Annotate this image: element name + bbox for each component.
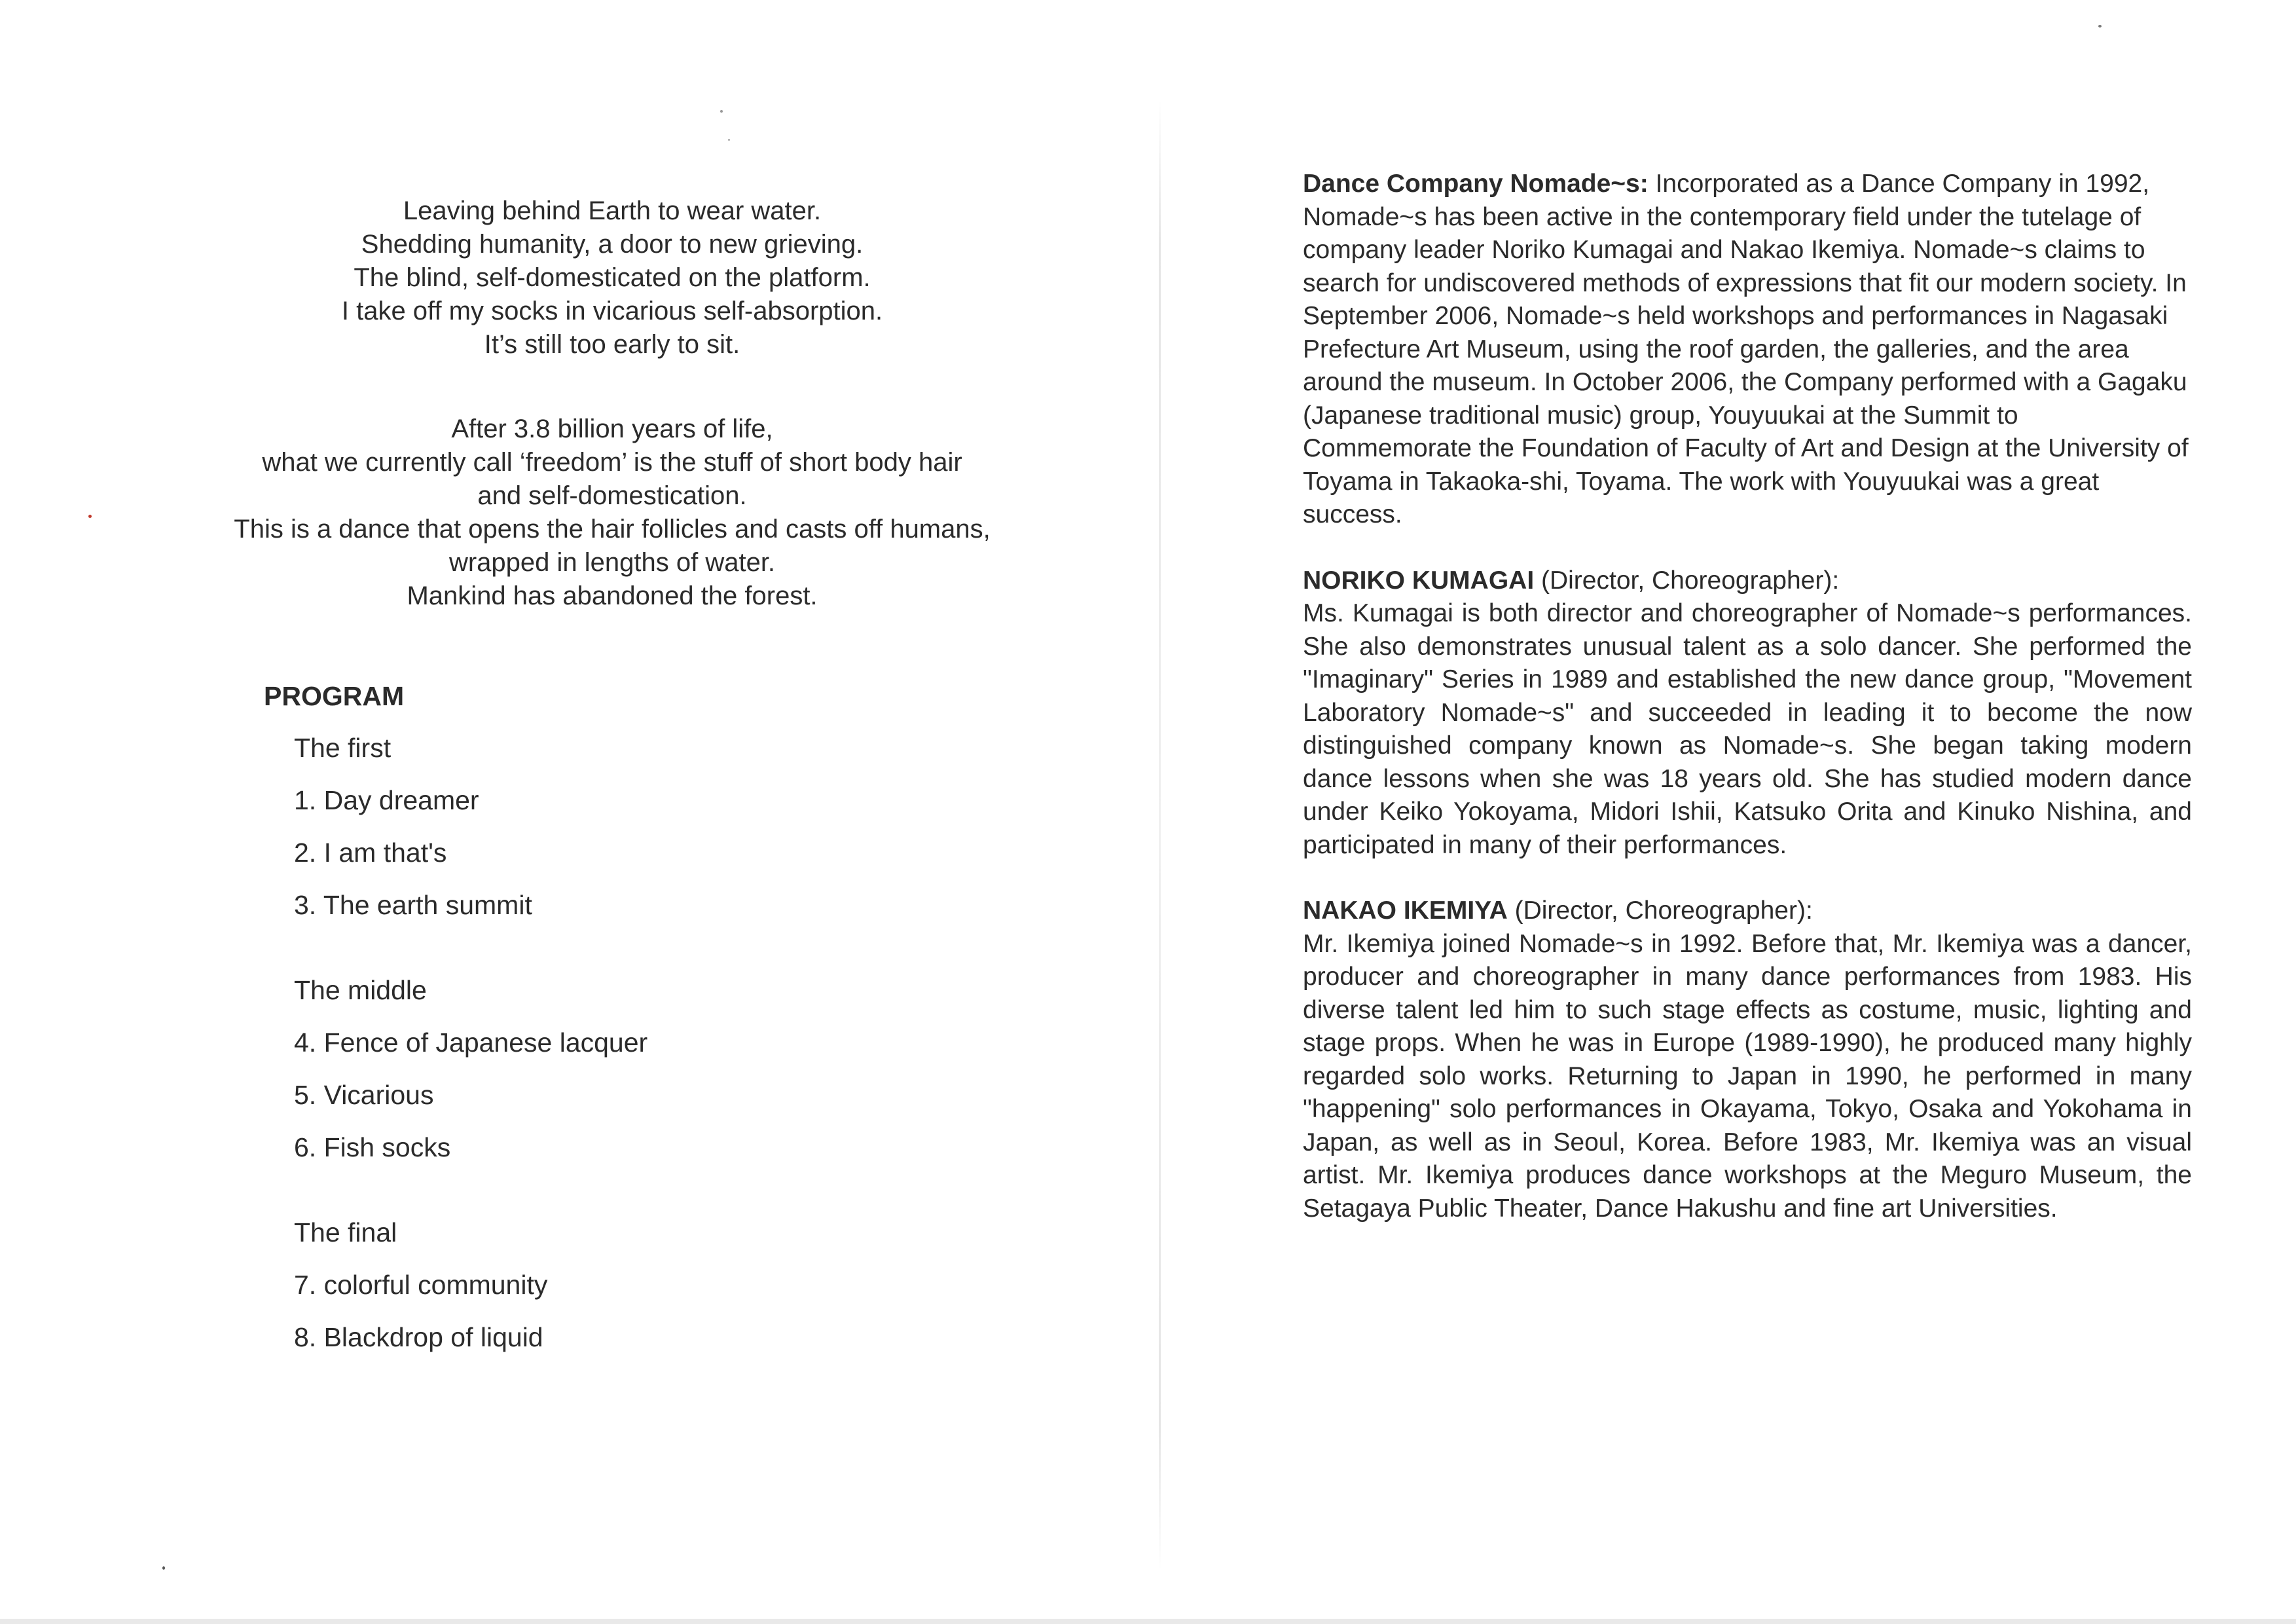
program-section-middle	[294, 974, 647, 1164]
kumagai-bio	[1303, 564, 2192, 862]
program-section-final	[294, 1216, 647, 1354]
poem-line: Leaving behind Earth to wear water.	[403, 196, 822, 225]
ikemiya-name: NAKAO IKEMIYA	[1303, 896, 1508, 925]
ikemiya-role: (Director, Choreographer):	[1507, 896, 1813, 925]
program-item: 6. Fish socks	[294, 1132, 451, 1162]
ikemiya-text: Mr. Ikemiya joined Nomade~s in 1992. Before that, Mr. Ikemiya was a dancer, producer and choreographer in many dance performances from 1983. His diverse talent led him to such stage effects as costume, music, lighting and stage props. When he was in Europe (1989-1990), he produced many highly regarded solo works. Returning to Japan in 1990, he performed in many "happening" solo performances in Okayama, Tokyo, Osaka and Yokohama in Japan, as well as in Seoul, Korea. Before 1983, Mr. Ikemiya was an visual artist. Mr. Ikemiya produces dance workshops at the Meguro Museum, the Setagaya Public Theater, Dance Hakushu and fine art Universities.	[1303, 929, 2192, 1223]
program-item: 3. The earth summit	[294, 890, 532, 920]
poem-stanza-1	[151, 194, 1074, 361]
poem-line: Mankind has abandoned the forest.	[407, 581, 818, 610]
kumagai-role: (Director, Choreographer):	[1534, 566, 1840, 595]
scan-speck	[728, 139, 730, 141]
program-section-heading: The first	[294, 733, 392, 763]
scan-bottom-edge	[0, 1619, 2296, 1624]
program-item: 5. Vicarious	[294, 1080, 434, 1110]
poem-stanza-2	[151, 413, 1074, 613]
poem	[151, 194, 1074, 613]
poem-line: I take off my socks in vicarious self-absorption.	[341, 297, 883, 325]
poem-line: It’s still too early to sit.	[484, 330, 740, 359]
poem-line: and self-domestication.	[477, 481, 747, 510]
scan-speck	[88, 515, 92, 518]
company-heading: Dance Company Nomade~s:	[1303, 170, 1649, 198]
kumagai-name: NORIKO KUMAGAI	[1303, 566, 1535, 595]
program-item: 8. Blackdrop of liquid	[294, 1322, 543, 1352]
program-list	[294, 731, 647, 1354]
program-title: PROGRAM	[264, 681, 405, 711]
poem-line: Shedding humanity, a door to new grieving.	[361, 230, 864, 259]
scan-speck	[162, 1566, 165, 1570]
company-bio	[1303, 168, 2192, 532]
poem-line: wrapped in lengths of water.	[448, 548, 776, 577]
program-item: 2. I am that's	[294, 838, 447, 868]
program-section-heading: The middle	[294, 975, 427, 1005]
program-section-first	[294, 731, 647, 921]
poem-line: This is a dance that opens the hair follicles and casts off humans,	[234, 515, 991, 544]
program-section-heading: The final	[294, 1217, 397, 1247]
kumagai-text: Ms. Kumagai is both director and choreographer of Nomade~s performances. She also demonstrates unusual talent as a solo dancer. She performed the "Imaginary" Series in 1989 and established the new dance group, "Movement Laboratory Nomade~s" and succeeded in leading it to become the now distinguished company known as Nomade~s. She began taking modern dance lessons when she was 18 years old. She has studied modern dance under Keiko Yokoyama, Midori Ishii, Katsuko Orita and Kinuko Nishina, and participated in many of their performances.	[1303, 599, 2192, 859]
program-item: 1. Day dreamer	[294, 785, 479, 815]
program-item: 7. colorful community	[294, 1270, 548, 1300]
poem-line: The blind, self-domesticated on the platform.	[354, 263, 871, 292]
scan-speck	[720, 110, 723, 113]
poem-line: After 3.8 billion years of life,	[451, 415, 773, 443]
biographies	[1303, 168, 2192, 1225]
company-text: Incorporated as a Dance Company in 1992, Nomade~s has been active in the contemporary field under the tutelage of company leader Noriko Kumagai and Nakao Ikemiya. Nomade~s claims to search for undiscovered methods of expressions that fit our modern society. In September 2006, Nomade~s held workshops and performances in Nagasaki Prefecture Art Museum, using the roof garden, the galleries, and the area around the museum. In October 2006, the Company performed with a Gagaku (Japanese traditional music) group, Youyuukai at the Summit to Commemorate the Foundation of Faculty of Art and Design at the University of Toyama in Takaoka-shi, Toyama. The work with Youyuukai was a great success.	[1303, 170, 2189, 528]
ikemiya-bio	[1303, 895, 2192, 1225]
page-fold	[1159, 98, 1161, 1572]
scan-speck	[2098, 25, 2102, 28]
poem-line: what we currently call ‘freedom’ is the stuff of short body hair	[262, 448, 962, 477]
program-item: 4. Fence of Japanese lacquer	[294, 1027, 648, 1058]
